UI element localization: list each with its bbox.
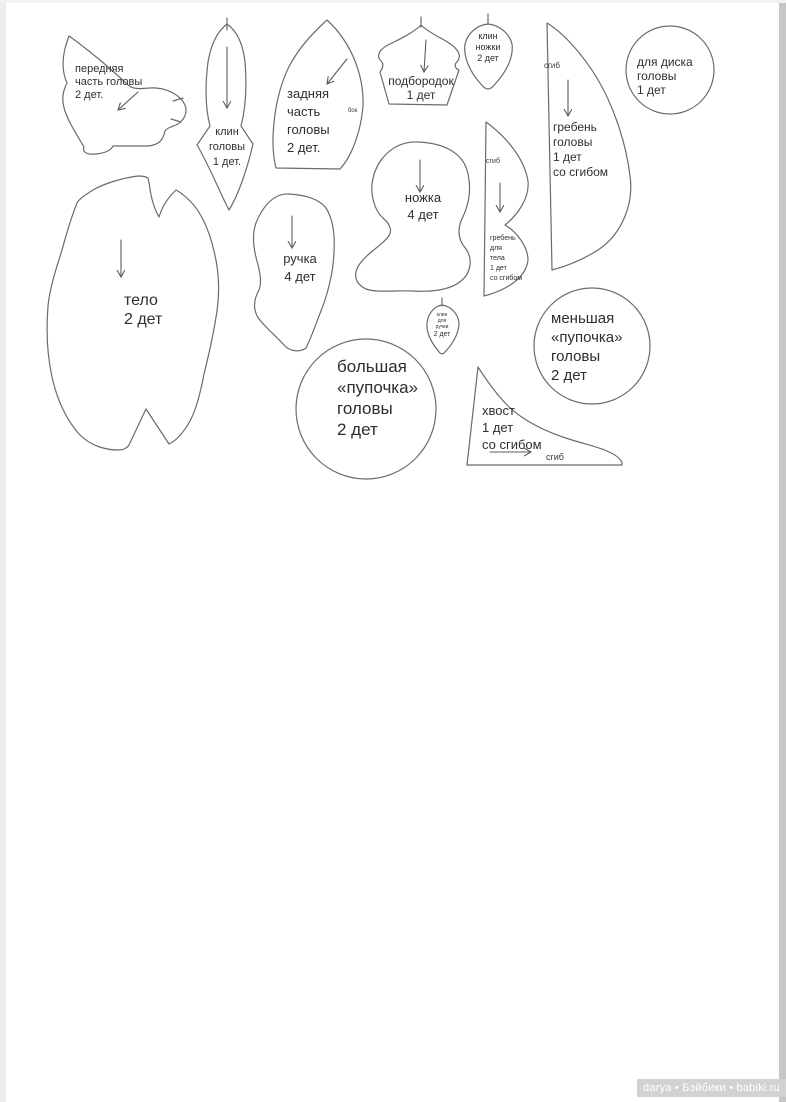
label-line: 2 дет. xyxy=(287,140,321,155)
label-back-head xyxy=(287,85,330,157)
label-line: головы xyxy=(551,348,601,365)
label-line: гребень xyxy=(490,235,516,242)
label-line: «пупочка» xyxy=(551,329,623,346)
label-leg-wedge xyxy=(476,31,501,64)
chin-grain-arrow xyxy=(424,40,426,72)
label-line: меньшая xyxy=(551,310,615,327)
page-edge-right xyxy=(779,0,786,1102)
page-edge-left xyxy=(0,0,6,1102)
label-line: головы xyxy=(287,122,330,137)
label-line: головы xyxy=(337,399,393,418)
label-line: ножки xyxy=(475,42,501,52)
label-line: 1 дет xyxy=(637,83,666,97)
label-line: со сгибом xyxy=(482,437,542,452)
label-line: для xyxy=(490,245,502,252)
label-line: передняя xyxy=(75,63,124,75)
label-line: тело xyxy=(124,292,158,309)
label-arm-wedge xyxy=(436,312,449,330)
label-line: 2 дет xyxy=(337,420,378,439)
label-line: ножка xyxy=(404,190,442,205)
label-line: 2 дет. xyxy=(75,89,104,101)
label-tail xyxy=(482,402,542,453)
label-front-head xyxy=(75,63,142,102)
label-line: 2 дет xyxy=(433,331,451,338)
back-head-grain-arrow xyxy=(327,59,347,84)
body-crest-fold-label: сгиб xyxy=(486,158,500,165)
label-line: со сгибом xyxy=(553,165,609,179)
label-line: головы xyxy=(553,135,593,149)
label-line: 1 дет xyxy=(406,88,436,102)
head-crest-fold-label: сгиб xyxy=(544,61,560,70)
label-line: головы xyxy=(208,141,246,153)
label-line: 2 дет xyxy=(551,367,587,384)
page-edge-top xyxy=(0,0,786,3)
label-leg xyxy=(405,189,441,223)
label-line: со сгибом xyxy=(490,275,523,282)
label-line: часть головы xyxy=(75,76,143,88)
watermark: darya • Бэйбики • babiki.ru xyxy=(637,1079,786,1097)
front-head-notch-marks xyxy=(171,98,183,122)
label-line: подбородок xyxy=(388,74,454,88)
label-arm-wedge-count xyxy=(434,331,451,339)
label-line: 2 дет xyxy=(124,311,163,328)
label-line: тела xyxy=(490,255,505,262)
label-line: ручка xyxy=(283,251,317,266)
label-line: 4 дет xyxy=(407,207,439,222)
label-line: клин xyxy=(478,31,498,41)
label-arm xyxy=(283,250,317,286)
label-line: «пупочка» xyxy=(337,378,419,397)
label-chin xyxy=(388,74,453,102)
label-line: для xyxy=(437,318,447,324)
label-head-crest xyxy=(553,120,608,180)
back-head-side-note: бок xyxy=(348,108,358,114)
label-line: для диска xyxy=(637,55,693,69)
label-big-pompom xyxy=(337,356,418,440)
label-line: ручки xyxy=(435,324,449,330)
label-line: 2 дет xyxy=(477,53,499,63)
label-line: 1 дет xyxy=(490,265,507,272)
label-line: 4 дет xyxy=(284,269,316,284)
label-line: большая xyxy=(337,357,407,376)
label-head-wedge xyxy=(209,125,245,170)
label-line: головы xyxy=(637,69,677,83)
label-body xyxy=(124,291,162,329)
label-body-crest xyxy=(490,234,522,284)
label-small-pompom xyxy=(551,309,623,385)
tail-fold-label: сгиб xyxy=(546,452,564,462)
label-line: задняя xyxy=(287,86,330,101)
label-line: клин xyxy=(215,126,239,138)
label-line: 1 дет xyxy=(553,150,582,164)
label-line: клин xyxy=(436,312,448,318)
label-line: 1 дет xyxy=(482,420,514,435)
label-line: хвост xyxy=(482,403,515,418)
head-wedge-outline xyxy=(197,24,253,210)
label-head-disk xyxy=(637,55,693,97)
label-line: гребень xyxy=(553,120,597,134)
label-line: 1 дет. xyxy=(212,156,242,168)
label-line: часть xyxy=(287,104,321,119)
